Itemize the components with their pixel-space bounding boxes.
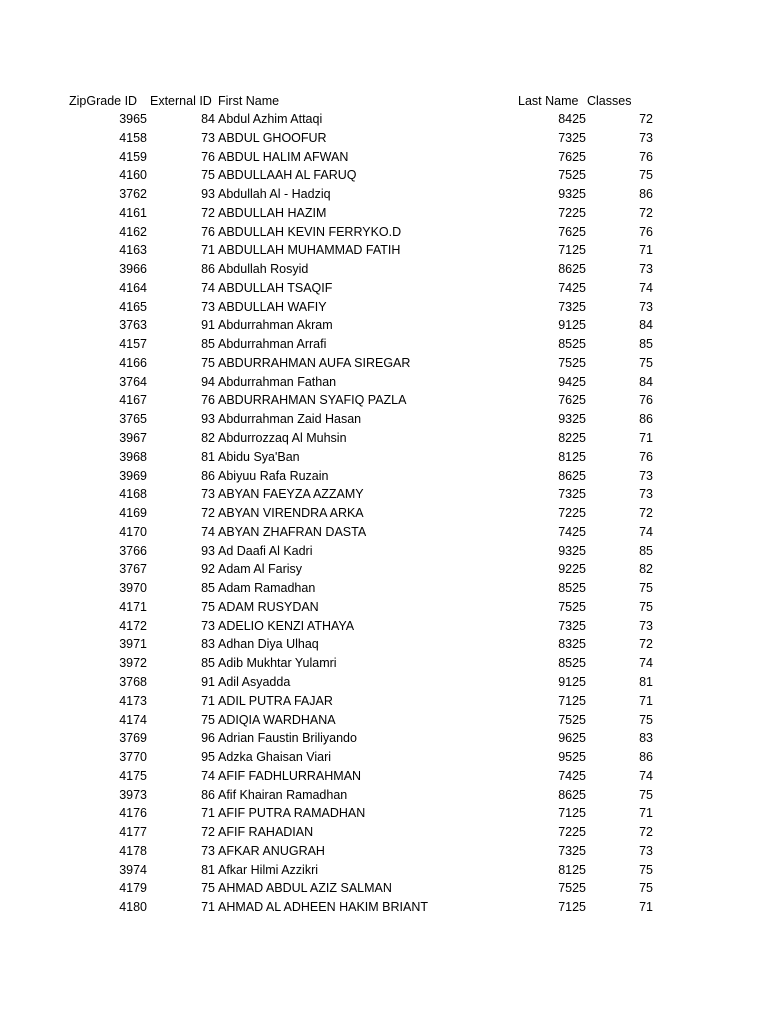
- cell-external-id: 85: [201, 337, 215, 352]
- cell-classes: 73: [639, 487, 653, 502]
- cell-external-id: 96: [201, 731, 215, 746]
- cell-zipgrade-id: 4180: [119, 900, 147, 915]
- cell-first-name: ADELIO KENZI ATHAYA: [218, 618, 355, 633]
- cell-first-name: AFIF FADHLURRAHMAN: [218, 768, 362, 783]
- cell-last-name: 7425: [558, 768, 586, 783]
- cell-first-name: ABDUL HALIM AFWAN: [218, 149, 349, 164]
- cell-last-name: 7125: [558, 806, 586, 821]
- cell-last-name: 7125: [558, 243, 586, 258]
- cell-last-name: 9425: [558, 374, 586, 389]
- cell-zipgrade-id: 4179: [119, 881, 147, 896]
- cell-classes: 73: [639, 843, 653, 858]
- cell-external-id: 95: [201, 750, 215, 765]
- cell-last-name: 7425: [558, 524, 586, 539]
- cell-zipgrade-id: 3970: [119, 581, 147, 596]
- cell-zipgrade-id: 4157: [119, 337, 147, 352]
- table-row: [0, 804, 768, 823]
- table-row: [0, 523, 768, 542]
- cell-first-name: Adzka Ghaisan Viari: [218, 750, 332, 765]
- cell-classes: 72: [639, 112, 653, 126]
- cell-last-name: 7525: [558, 712, 586, 727]
- cell-last-name: 9325: [558, 412, 586, 427]
- table-row: [0, 166, 768, 185]
- cell-external-id: 86: [201, 468, 215, 483]
- cell-classes: 85: [639, 543, 653, 558]
- cell-zipgrade-id: 4165: [119, 299, 147, 314]
- cell-classes: 72: [639, 637, 653, 652]
- cell-classes: 73: [639, 468, 653, 483]
- cell-external-id: 91: [201, 674, 215, 689]
- cell-zipgrade-id: 4160: [119, 168, 147, 183]
- table-row: [0, 467, 768, 486]
- cell-zipgrade-id: 4174: [119, 712, 147, 727]
- table-row: [0, 204, 768, 223]
- cell-external-id: 86: [201, 262, 215, 277]
- cell-zipgrade-id: 4163: [119, 243, 147, 258]
- cell-external-id: 72: [201, 506, 215, 521]
- cell-external-id: 85: [201, 656, 215, 671]
- cell-last-name: 7325: [558, 618, 586, 633]
- cell-classes: 74: [639, 768, 653, 783]
- cell-external-id: 73: [201, 130, 215, 145]
- cell-classes: 74: [639, 656, 653, 671]
- cell-external-id: 92: [201, 562, 215, 577]
- cell-classes: 73: [639, 299, 653, 314]
- cell-last-name: 7325: [558, 299, 586, 314]
- cell-first-name: Adib Mukhtar Yulamri: [218, 656, 337, 671]
- cell-last-name: 9125: [558, 318, 586, 333]
- cell-first-name: ABDULLAH KEVIN FERRYKO.D: [218, 224, 402, 239]
- cell-external-id: 86: [201, 787, 215, 802]
- table-row: [0, 542, 768, 561]
- cell-external-id: 72: [201, 825, 215, 840]
- cell-classes: 72: [639, 205, 653, 220]
- table-row: [0, 711, 768, 730]
- cell-external-id: 71: [201, 243, 215, 258]
- cell-classes: 76: [639, 149, 653, 164]
- cell-classes: 84: [639, 318, 653, 333]
- cell-classes: 84: [639, 374, 653, 389]
- cell-zipgrade-id: 4164: [119, 280, 147, 295]
- cell-zipgrade-id: 4176: [119, 806, 147, 821]
- cell-last-name: 9125: [558, 674, 586, 689]
- cell-classes: 81: [639, 674, 653, 689]
- cell-external-id: 73: [201, 843, 215, 858]
- cell-first-name: Afkar Hilmi Azzikri: [218, 862, 319, 877]
- cell-last-name: 7625: [558, 393, 586, 408]
- cell-zipgrade-id: 3769: [119, 731, 147, 746]
- table-body: [0, 110, 768, 917]
- cell-first-name: Abdurrahman Arrafi: [218, 337, 327, 352]
- table-row: [0, 673, 768, 692]
- cell-last-name: 7325: [558, 130, 586, 145]
- cell-first-name: ABYAN VIRENDRA ARKA: [218, 506, 364, 521]
- cell-last-name: 9325: [558, 187, 586, 202]
- cell-zipgrade-id: 3967: [119, 431, 147, 446]
- table-row: [0, 823, 768, 842]
- cell-external-id: 76: [201, 149, 215, 164]
- cell-last-name: 7525: [558, 881, 586, 896]
- cell-zipgrade-id: 3766: [119, 543, 147, 558]
- cell-external-id: 72: [201, 205, 215, 220]
- cell-last-name: 8625: [558, 262, 586, 277]
- cell-zipgrade-id: 4178: [119, 843, 147, 858]
- cell-zipgrade-id: 3764: [119, 374, 147, 389]
- column-header-last-name: Last Name: [518, 94, 579, 108]
- cell-zipgrade-id: 3763: [119, 318, 147, 333]
- cell-classes: 73: [639, 618, 653, 633]
- cell-last-name: 7625: [558, 149, 586, 164]
- cell-external-id: 93: [201, 187, 215, 202]
- table-row: [0, 598, 768, 617]
- table-row: [0, 241, 768, 260]
- cell-zipgrade-id: 4158: [119, 130, 147, 145]
- cell-zipgrade-id: 3765: [119, 412, 147, 427]
- table-row: [0, 729, 768, 748]
- cell-last-name: 9225: [558, 562, 586, 577]
- cell-external-id: 94: [201, 374, 215, 389]
- cell-classes: 85: [639, 337, 653, 352]
- cell-last-name: 8125: [558, 449, 586, 464]
- cell-zipgrade-id: 3767: [119, 562, 147, 577]
- cell-first-name: Adam Ramadhan: [218, 581, 316, 596]
- cell-external-id: 73: [201, 487, 215, 502]
- cell-external-id: 71: [201, 693, 215, 708]
- cell-external-id: 75: [201, 355, 215, 370]
- cell-last-name: 9325: [558, 543, 586, 558]
- column-header-external-id: External ID: [150, 94, 212, 108]
- cell-last-name: 7125: [558, 693, 586, 708]
- table-row: [0, 786, 768, 805]
- cell-first-name: Adam Al Farisy: [218, 562, 303, 577]
- column-header-classes: Classes: [587, 94, 632, 108]
- cell-last-name: 8325: [558, 637, 586, 652]
- cell-external-id: 81: [201, 449, 215, 464]
- table-row: [0, 429, 768, 448]
- cell-external-id: 71: [201, 900, 215, 915]
- cell-last-name: 7525: [558, 355, 586, 370]
- table-row: [0, 617, 768, 636]
- cell-last-name: 8625: [558, 468, 586, 483]
- cell-external-id: 82: [201, 431, 215, 446]
- column-header-first-name: First Name: [218, 94, 280, 108]
- table-row: [0, 504, 768, 523]
- cell-zipgrade-id: 4159: [119, 149, 147, 164]
- cell-zipgrade-id: 3966: [119, 262, 147, 277]
- cell-zipgrade-id: 4177: [119, 825, 147, 840]
- cell-zipgrade-id: 4169: [119, 506, 147, 521]
- cell-classes: 73: [639, 130, 653, 145]
- cell-first-name: Abiyuu Rafa Ruzain: [218, 468, 329, 483]
- cell-classes: 74: [639, 524, 653, 539]
- table-row: [0, 485, 768, 504]
- cell-zipgrade-id: 3770: [119, 750, 147, 765]
- cell-external-id: 75: [201, 881, 215, 896]
- cell-last-name: 9625: [558, 731, 586, 746]
- table-row: [0, 373, 768, 392]
- table-row: [0, 898, 768, 917]
- cell-last-name: 7325: [558, 843, 586, 858]
- cell-first-name: Abdurrozzaq Al Muhsin: [218, 431, 347, 446]
- cell-classes: 76: [639, 449, 653, 464]
- table-row: [0, 316, 768, 335]
- cell-first-name: Adrian Faustin Briliyando: [218, 731, 357, 746]
- cell-external-id: 93: [201, 412, 215, 427]
- cell-zipgrade-id: 3972: [119, 656, 147, 671]
- cell-first-name: Abdurrahman Fathan: [218, 374, 337, 389]
- cell-first-name: Abdullah Rosyid: [218, 262, 309, 277]
- cell-classes: 75: [639, 355, 653, 370]
- table-row: [0, 767, 768, 786]
- cell-classes: 72: [639, 506, 653, 521]
- cell-zipgrade-id: 3971: [119, 637, 147, 652]
- cell-last-name: 7225: [558, 825, 586, 840]
- cell-last-name: 7225: [558, 506, 586, 521]
- cell-classes: 75: [639, 787, 653, 802]
- table-row: [0, 298, 768, 317]
- table-row: [0, 260, 768, 279]
- cell-zipgrade-id: 4170: [119, 524, 147, 539]
- cell-external-id: 73: [201, 618, 215, 633]
- cell-classes: 71: [639, 806, 653, 821]
- cell-classes: 83: [639, 731, 653, 746]
- cell-last-name: 7525: [558, 168, 586, 183]
- cell-last-name: 7525: [558, 599, 586, 614]
- table-row: [0, 448, 768, 467]
- cell-zipgrade-id: 4171: [119, 599, 147, 614]
- cell-external-id: 76: [201, 224, 215, 239]
- cell-first-name: ADIQIA WARDHANA: [218, 712, 336, 727]
- cell-last-name: 8525: [558, 581, 586, 596]
- table-row: [0, 579, 768, 598]
- cell-classes: 74: [639, 280, 653, 295]
- cell-classes: 82: [639, 562, 653, 577]
- cell-first-name: AHMAD AL ADHEEN HAKIM BRIANT: [218, 900, 428, 915]
- cell-zipgrade-id: 3973: [119, 787, 147, 802]
- cell-zipgrade-id: 4168: [119, 487, 147, 502]
- cell-zipgrade-id: 4173: [119, 693, 147, 708]
- cell-first-name: Afif Khairan Ramadhan: [218, 787, 348, 802]
- cell-external-id: 85: [201, 581, 215, 596]
- cell-zipgrade-id: 3969: [119, 468, 147, 483]
- cell-last-name: 7125: [558, 900, 586, 915]
- cell-first-name: Adil Asyadda: [218, 674, 291, 689]
- cell-classes: 71: [639, 431, 653, 446]
- cell-external-id: 74: [201, 768, 215, 783]
- cell-zipgrade-id: 4161: [119, 205, 147, 220]
- cell-zipgrade-id: 3768: [119, 674, 147, 689]
- cell-first-name: Abdul Azhim Attaqi: [218, 112, 323, 126]
- cell-classes: 75: [639, 599, 653, 614]
- cell-external-id: 76: [201, 393, 215, 408]
- cell-external-id: 81: [201, 862, 215, 877]
- table-row: [0, 842, 768, 861]
- cell-first-name: ABYAN FAEYZA AZZAMY: [218, 487, 364, 502]
- cell-last-name: 8425: [558, 112, 586, 126]
- cell-last-name: 7225: [558, 205, 586, 220]
- cell-classes: 71: [639, 900, 653, 915]
- cell-first-name: ADIL PUTRA FAJAR: [218, 693, 333, 708]
- table-row: [0, 879, 768, 898]
- cell-first-name: ADAM RUSYDAN: [218, 599, 319, 614]
- table-row: [0, 148, 768, 167]
- cell-first-name: Abdullah Al - Hadziq: [218, 187, 331, 202]
- cell-last-name: 7625: [558, 224, 586, 239]
- table-row: [0, 110, 768, 129]
- table-row: [0, 861, 768, 880]
- cell-last-name: 8525: [558, 656, 586, 671]
- cell-classes: 75: [639, 862, 653, 877]
- cell-zipgrade-id: 4166: [119, 355, 147, 370]
- cell-external-id: 75: [201, 599, 215, 614]
- cell-first-name: AFIF RAHADIAN: [218, 825, 314, 840]
- cell-zipgrade-id: 4162: [119, 224, 147, 239]
- column-header-zipgrade-id: ZipGrade ID: [69, 94, 138, 108]
- cell-first-name: ABDULLAH HAZIM: [218, 205, 327, 220]
- table-row: [0, 410, 768, 429]
- cell-external-id: 75: [201, 168, 215, 183]
- cell-zipgrade-id: 3974: [119, 862, 147, 877]
- cell-first-name: AFIF PUTRA RAMADHAN: [218, 806, 366, 821]
- cell-external-id: 75: [201, 712, 215, 727]
- cell-classes: 73: [639, 262, 653, 277]
- table-row: [0, 354, 768, 373]
- cell-classes: 86: [639, 187, 653, 202]
- cell-external-id: 93: [201, 543, 215, 558]
- cell-last-name: 8125: [558, 862, 586, 877]
- cell-first-name: AHMAD ABDUL AZIZ SALMAN: [218, 881, 392, 896]
- table-row: [0, 335, 768, 354]
- cell-external-id: 91: [201, 318, 215, 333]
- cell-first-name: ABYAN ZHAFRAN DASTA: [218, 524, 367, 539]
- cell-first-name: Ad Daafi Al Kadri: [218, 543, 313, 558]
- table-row: [0, 279, 768, 298]
- table-row: [0, 391, 768, 410]
- cell-external-id: 83: [201, 637, 215, 652]
- cell-classes: 71: [639, 693, 653, 708]
- cell-last-name: 8625: [558, 787, 586, 802]
- cell-classes: 72: [639, 825, 653, 840]
- cell-last-name: 8525: [558, 337, 586, 352]
- cell-classes: 75: [639, 581, 653, 596]
- cell-last-name: 7425: [558, 280, 586, 295]
- table-row: [0, 129, 768, 148]
- cell-first-name: Adhan Diya Ulhaq: [218, 637, 319, 652]
- cell-zipgrade-id: 4167: [119, 393, 147, 408]
- cell-first-name: AFKAR ANUGRAH: [218, 843, 325, 858]
- table-row: [0, 654, 768, 673]
- cell-zipgrade-id: 3762: [119, 187, 147, 202]
- cell-classes: 75: [639, 168, 653, 183]
- cell-first-name: ABDULLAH WAFIY: [218, 299, 327, 314]
- cell-external-id: 74: [201, 280, 215, 295]
- table-row: [0, 692, 768, 711]
- cell-first-name: ABDURRAHMAN SYAFIQ PAZLA: [218, 393, 407, 408]
- cell-zipgrade-id: 3965: [119, 112, 147, 126]
- cell-external-id: 74: [201, 524, 215, 539]
- cell-external-id: 84: [201, 112, 215, 126]
- cell-classes: 86: [639, 750, 653, 765]
- cell-last-name: 7325: [558, 487, 586, 502]
- cell-first-name: Abdurrahman Zaid Hasan: [218, 412, 362, 427]
- cell-first-name: ABDUL GHOOFUR: [218, 130, 327, 145]
- cell-last-name: 9525: [558, 750, 586, 765]
- cell-external-id: 73: [201, 299, 215, 314]
- table-row: [0, 560, 768, 579]
- cell-last-name: 8225: [558, 431, 586, 446]
- table-header: [0, 92, 768, 110]
- table-row: [0, 223, 768, 242]
- cell-first-name: Abdurrahman Akram: [218, 318, 333, 333]
- table-row: [0, 748, 768, 767]
- cell-external-id: 71: [201, 806, 215, 821]
- cell-first-name: ABDULLAH TSAQIF: [218, 280, 333, 295]
- cell-first-name: ABDULLAAH AL FARUQ: [218, 168, 357, 183]
- cell-first-name: ABDULLAH MUHAMMAD FATIH: [218, 243, 401, 258]
- cell-classes: 76: [639, 224, 653, 239]
- table-row: [0, 185, 768, 204]
- cell-classes: 76: [639, 393, 653, 408]
- cell-classes: 86: [639, 412, 653, 427]
- cell-zipgrade-id: 4175: [119, 768, 147, 783]
- cell-zipgrade-id: 4172: [119, 618, 147, 633]
- cell-zipgrade-id: 3968: [119, 449, 147, 464]
- cell-classes: 71: [639, 243, 653, 258]
- table-row: [0, 635, 768, 654]
- cell-classes: 75: [639, 712, 653, 727]
- cell-first-name: Abidu Sya'Ban: [218, 449, 300, 464]
- cell-first-name: ABDURRAHMAN AUFA SIREGAR: [218, 355, 411, 370]
- cell-classes: 75: [639, 881, 653, 896]
